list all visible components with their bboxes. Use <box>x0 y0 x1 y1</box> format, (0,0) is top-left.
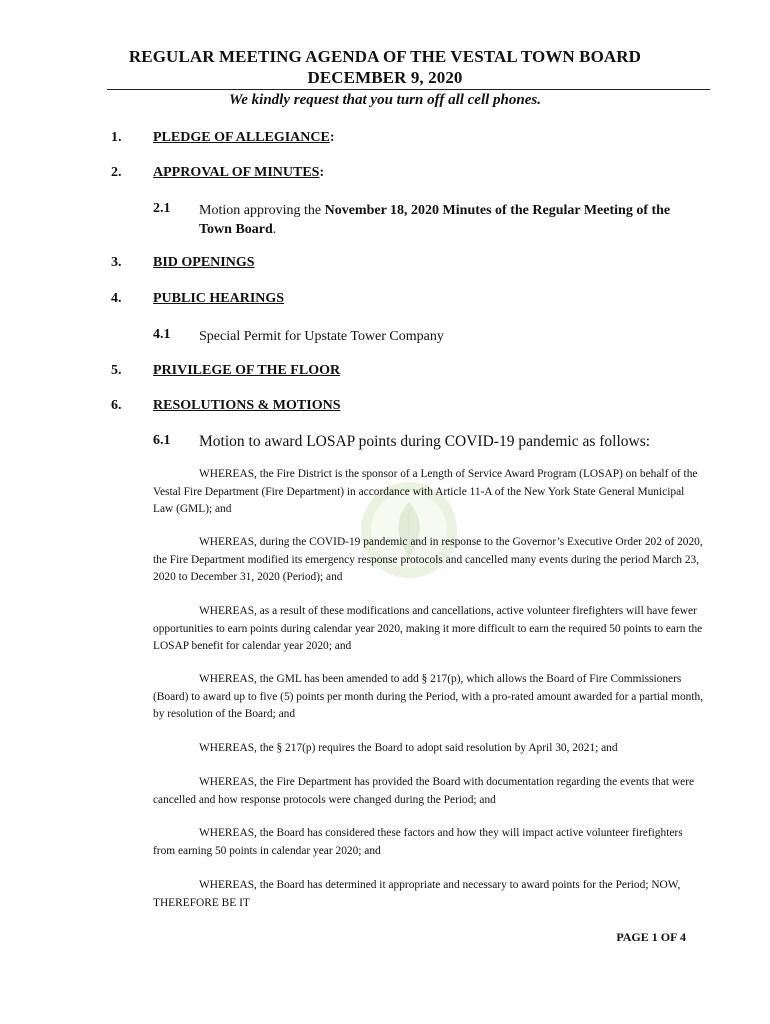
whereas-paragraph: WHEREAS, the GML has been amended to add § 217(p), which allows the Board of Fire Commissioners (Board) to award up to five (5) points per month during the Period, with a pro-rated amount awarded for a partial month, by resolution of the Board; and <box>153 673 704 720</box>
whereas-paragraph: WHEREAS, the Board has considered these factors and how they will impact active volunteer firefighters from earning 50 points in calendar year 2020; and <box>153 827 683 857</box>
whereas-paragraph: WHEREAS, as a result of these modifications and cancellations, active volunteer firefighters will have fewer opportunities to earn points during calendar year 2020, making it more difficult to earn the required 50 points to earn the LOSAP benefit for calendar year 2020; and <box>153 605 703 652</box>
section-heading-privilege: PRIVILEGE OF THE FLOOR <box>153 363 341 378</box>
item-number: 4. <box>111 291 122 306</box>
whereas-paragraph: WHEREAS, the Fire District is the sponsor of a Length of Service Award Program (LOSAP) on behalf of the Vestal Fire Department (Fire Department) in accordance with Article 11-A of the New York State General Municipal Law (GML); and <box>153 468 698 515</box>
section-heading-public-hearings: PUBLIC HEARINGS <box>153 291 285 306</box>
header-divider <box>107 89 710 90</box>
item-number: 5. <box>111 363 122 378</box>
whereas-paragraph: WHEREAS, the § 217(p) requires the Board to adopt said resolution by April 30, 2021; and <box>199 742 618 754</box>
page-number: PAGE 1 OF 4 <box>616 930 686 944</box>
item-number: 3. <box>111 255 122 270</box>
subitem-number: 4.1 <box>153 327 171 342</box>
section-heading-bid-openings: BID OPENINGS <box>153 255 255 270</box>
meeting-date: DECEMBER 9, 2020 <box>307 68 463 87</box>
subitem-losap-motion: Motion to award LOSAP points during COVID-19 pandemic as follows: <box>199 433 651 450</box>
subitem-special-permit: Special Permit for Upstate Tower Company <box>199 329 444 344</box>
item-number: 2. <box>111 165 122 180</box>
subitem-number: 2.1 <box>153 201 171 216</box>
item-number: 1. <box>111 130 122 145</box>
subitem-number: 6.1 <box>153 433 171 448</box>
section-heading-resolutions: RESOLUTIONS & MOTIONS <box>153 398 341 413</box>
section-heading-pledge: PLEDGE OF ALLEGIANCE: <box>153 130 335 145</box>
section-heading-minutes: APPROVAL OF MINUTES: <box>153 165 325 180</box>
whereas-paragraph: WHEREAS, during the COVID-19 pandemic and in response to the Governor’s Executive Order 202 of 2020, the Fire Department modified its emergency response protocols and cancelled many events during the period March 23, 2020 to December 31, 2020 (Period); and <box>153 536 703 583</box>
whereas-paragraph: WHEREAS, the Fire Department has provided the Board with documentation regarding the events that were cancelled and how response protocols were changed during the Period; and <box>153 776 695 806</box>
whereas-paragraph: WHEREAS, the Board has determined it appropriate and necessary to award points for the Period; NOW, THEREFORE BE IT <box>153 879 681 909</box>
item-number: 6. <box>111 398 122 413</box>
cell-phone-request: We kindly request that you turn off all cell phones. <box>229 92 541 108</box>
agenda-title: REGULAR MEETING AGENDA OF THE VESTAL TOWN BOARD <box>128 47 642 66</box>
subitem-minutes-motion: Motion approving the November 18, 2020 Minutes of the Regular Meeting of the Town Board. <box>199 203 671 237</box>
